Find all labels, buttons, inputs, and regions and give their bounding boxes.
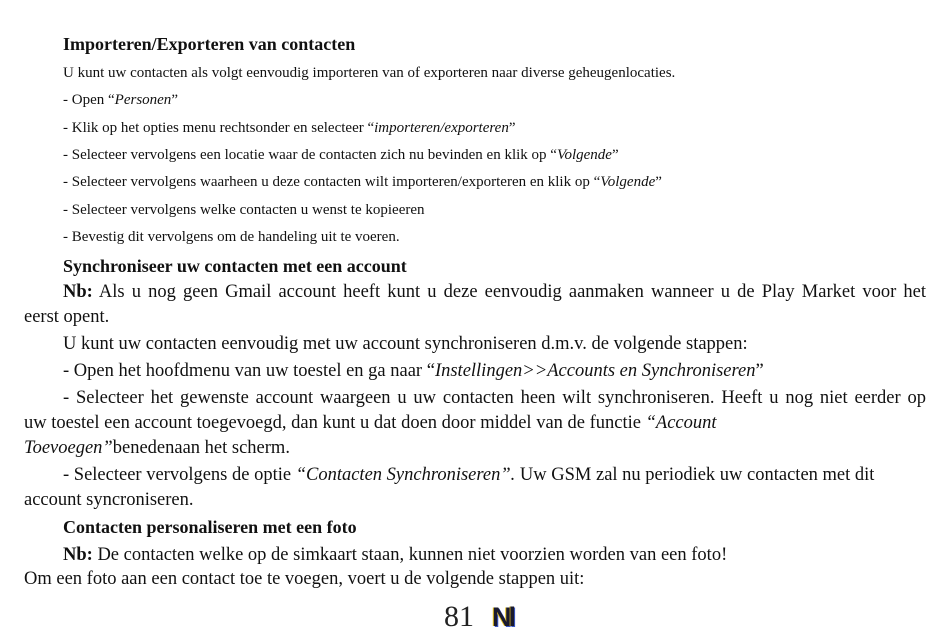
photo-instruction: Om een foto aan een contact toe te voegen, voert u de volgende stappen uit: bbox=[24, 569, 585, 589]
page-footer bbox=[444, 598, 513, 636]
language-code-badge: Nl bbox=[492, 601, 513, 632]
import-export-step-5: - Selecteer vervolgens welke contacten u wenst te kopieeren bbox=[63, 202, 425, 218]
import-export-step-4: - Selecteer vervolgens waarheen u deze contacten wilt importeren/exporteren en klik op “Volgende” bbox=[63, 174, 662, 190]
import-export-step-6: - Bevestig dit vervolgens om de handeling uit te voeren. bbox=[63, 229, 400, 245]
sync-intro: U kunt uw contacten eenvoudig met uw account synchroniseren d.m.v. de volgende stappen: bbox=[63, 334, 748, 354]
sync-step-1: - Open het hoofdmenu van uw toestel en ga naar “Instellingen>>Accounts en Synchroniseren” bbox=[63, 361, 764, 381]
section-title-sync: Synchroniseer uw contacten met een account bbox=[63, 256, 407, 276]
sync-step-2-line-2: uw toestel een account toegevoegd, dan kunt u dat doen door middel van de functie “Account bbox=[24, 413, 717, 433]
note-label: Nb: bbox=[63, 545, 93, 565]
sync-note-line-1: Nb: Als u nog geen Gmail account heeft kunt u deze eenvoudig aanmaken wanneer u de Play Market voor het bbox=[63, 282, 926, 302]
section-title-photo: Contacten personaliseren met een foto bbox=[63, 517, 357, 537]
photo-note: Nb: De contacten welke op de simkaart staan, kunnen niet voorzien worden van een foto! bbox=[63, 545, 728, 565]
note-label: Nb: bbox=[63, 282, 93, 302]
sync-step-2-line-3: Toevoegen”benedenaan het scherm. bbox=[24, 438, 290, 458]
import-export-step-1: - Open “Personen” bbox=[63, 92, 178, 108]
import-export-step-2: - Klik op het opties menu rechtsonder en selecteer “importeren/exporteren” bbox=[63, 120, 516, 136]
sync-note-line-2: eerst opent. bbox=[24, 307, 110, 327]
page-number: 81 bbox=[444, 600, 474, 633]
import-export-step-3: - Selecteer vervolgens een locatie waar de contacten zich nu bevinden en klik op “Volgende” bbox=[63, 147, 619, 163]
sync-step-3-line-1: - Selecteer vervolgens de optie “Contacten Synchroniseren”. Uw GSM zal nu periodiek uw contacten met dit bbox=[63, 465, 875, 485]
import-export-intro: U kunt uw contacten als volgt eenvoudig importeren van of exporteren naar diverse geheugenlocaties. bbox=[63, 65, 676, 81]
sync-step-2-line-1: - Selecteer het gewenste account waargeen u uw contacten heen wilt synchroniseren. Heeft u nog niet eerder op bbox=[63, 388, 926, 408]
sync-step-3-line-2: account syncroniseren. bbox=[24, 490, 194, 510]
section-title-import-export: Importeren/Exporteren van contacten bbox=[63, 34, 356, 54]
